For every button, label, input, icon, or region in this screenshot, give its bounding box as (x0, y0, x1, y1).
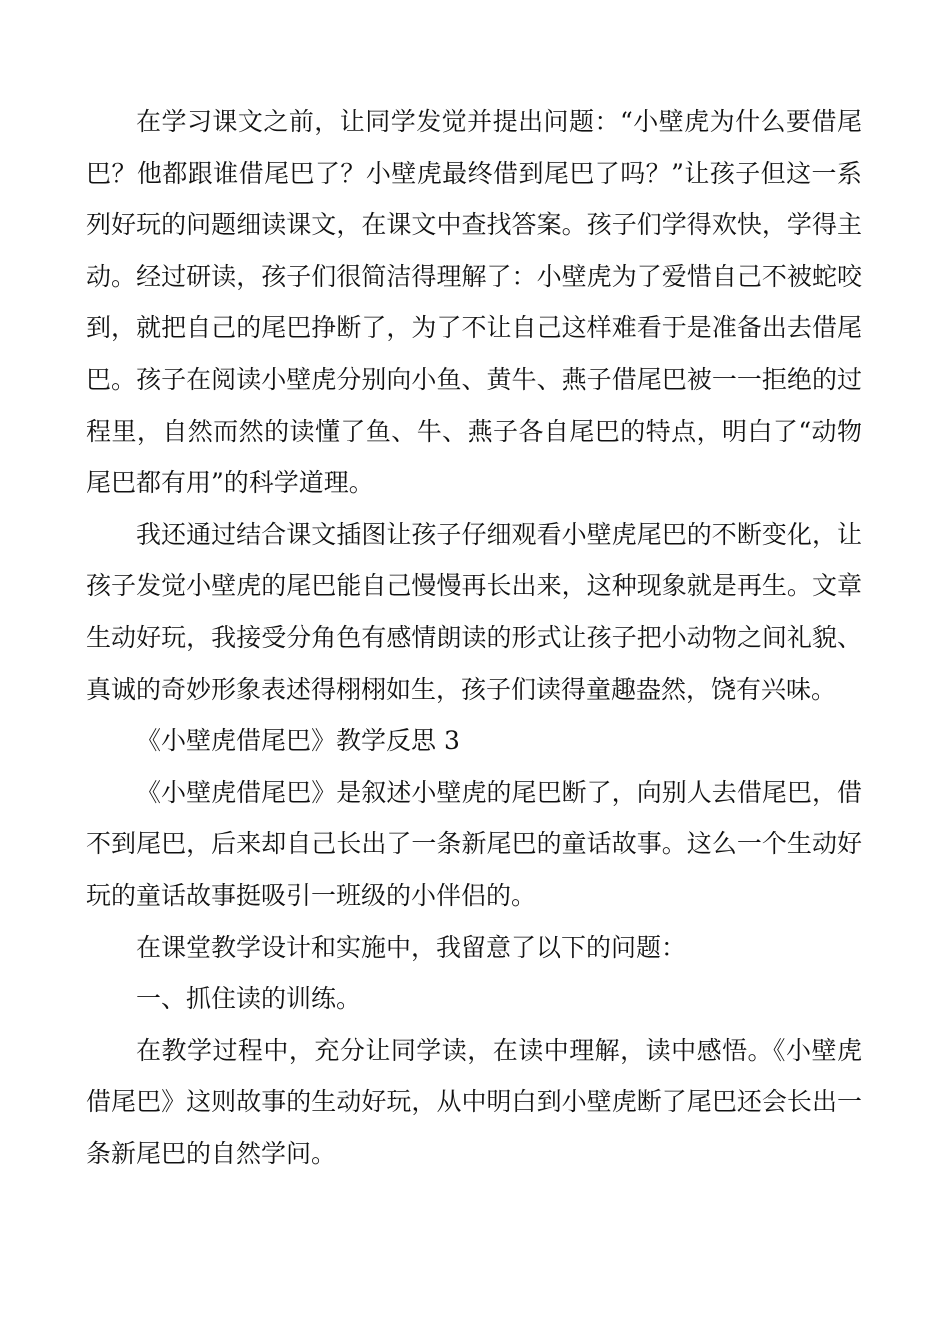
paragraph-6: 在教学过程中，充分让同学读，在读中理解，读中感悟。《小壁虎借尾巴》这则故事的生动好玩，从中明白到小壁虎断了尾巴还会长出一条新尾巴的自然学问。 (86, 1035, 862, 1168)
paragraph-3: 《小壁虎借尾巴》是叙述小壁虎的尾巴断了，向别人去借尾巴，借不到尾巴，后来却自己长出了一条新尾巴的童话故事。这么一个生动好玩的童话故事挺吸引一班级的小伴侣的。 (86, 777, 862, 910)
paragraph-1: 在学习课文之前，让同学发觉并提出问题：“小壁虎为什么要借尾巴？他都跟谁借尾巴了？小壁虎最终借到尾巴了吗？”让孩子但这一系列好玩的问题细读课文，在课文中查找答案。孩子们学得欢快，学得主动。经过研读，孩子们很简洁得理解了：小壁虎为了爱惜自己不被蛇咬到，就把自己的尾巴挣断了，为了不让自己这样难看于是准备出去借尾巴。孩子在阅读小壁虎分别向小鱼、黄牛、燕子借尾巴被一一拒绝的过程里，自然而然的读懂了鱼、牛、燕子各自尾巴的特点，明白了“动物尾巴都有用”的科学道理。 (86, 107, 862, 498)
document-page (86, 96, 862, 1179)
paragraph-4: 在课堂教学设计和实施中，我留意了以下的问题： (136, 932, 687, 962)
paragraph-5: 一、抓住读的训练。 (136, 984, 362, 1014)
paragraph-2: 我还通过结合课文插图让孩子仔细观看小壁虎尾巴的不断变化，让孩子发觉小壁虎的尾巴能自己慢慢再长出来，这种现象就是再生。文章生动好玩，我接受分角色有感情朗读的形式让孩子把小动物之间礼貌、真诚的奇妙形象表述得栩栩如生，孩子们读得童趣盎然，饶有兴味。 (86, 519, 862, 704)
section-heading: 《小壁虎借尾巴》教学反思 3 (136, 726, 460, 756)
